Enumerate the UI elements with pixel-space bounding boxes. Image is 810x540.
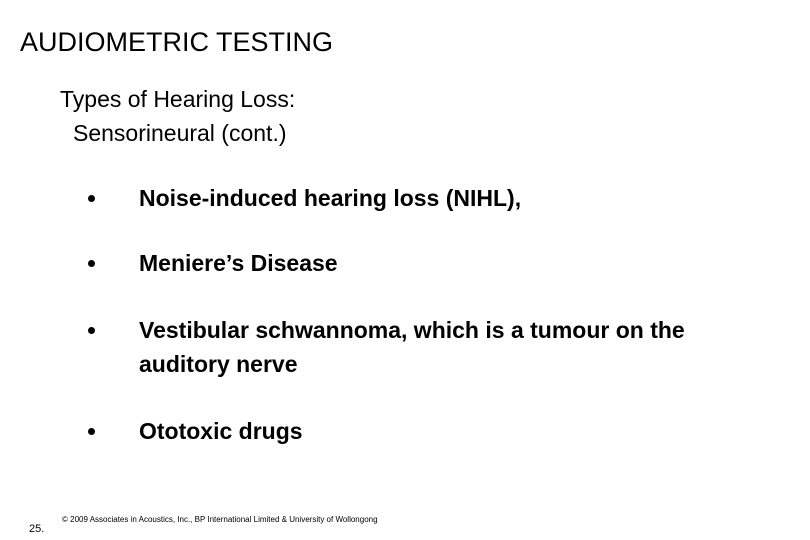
page-number: 25. xyxy=(29,523,45,535)
subtitle-line-1: Types of Hearing Loss: xyxy=(60,86,296,112)
bullet-dot-icon xyxy=(88,327,95,334)
bullet-text: Vestibular schwannoma, which is a tumour on the auditory nerve xyxy=(139,317,685,377)
bullet-text: Meniere’s Disease xyxy=(139,250,338,276)
bullet-dot-icon xyxy=(88,260,95,267)
bullet-text: Ototoxic drugs xyxy=(139,418,303,444)
copyright-notice: © 2009 Associates in Acoustics, Inc., BP International Limited & University of Wollongong xyxy=(62,515,378,524)
bullet-text: Noise-induced hearing loss (NIHL), xyxy=(139,185,522,211)
slide-subtitle xyxy=(60,82,295,150)
subtitle-line-2: Sensorineural (cont.) xyxy=(73,120,287,146)
slide-title: AUDIOMETRIC TESTING xyxy=(20,27,334,57)
bullet-dot-icon xyxy=(88,195,95,202)
bullet-dot-icon xyxy=(88,428,95,435)
